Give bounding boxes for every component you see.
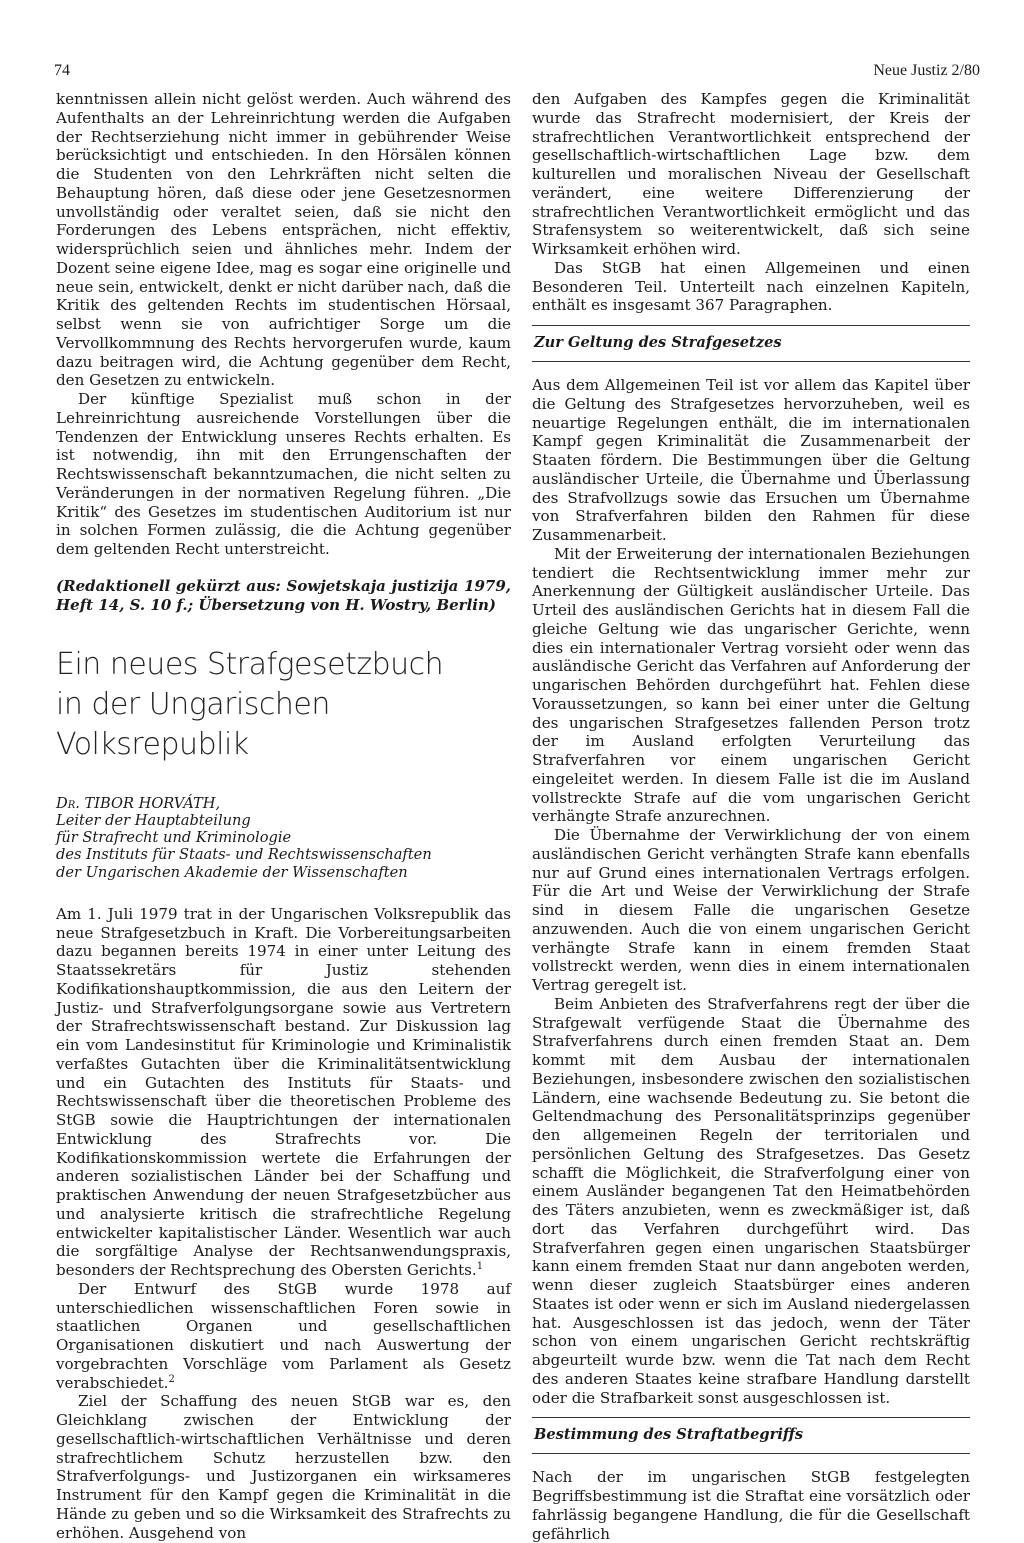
article-title-line: in der Ungarischen Volksrepublik [56,686,330,762]
paragraph: Der künftige Spezialist muß schon in der Lehreinrichtung ausreichende Vorstellungen über die Tendenzen der Entwicklung unseres Rechts erhalten. Es ist notwendig, ihn mit den Errungenschaften der Rechtswissenschaft bekanntzumachen, die nicht selten zu Veränderungen in der normativen Regelung führen. „Die Kritik“ des Gesetzes im studentischen Auditorium ist nur in solchen Formen zulässig, die die Achtung gegenüber dem geltenden Recht unterstreicht. [56,390,511,558]
article-title [56,645,511,765]
left-column [56,90,511,1542]
paragraph: Nach der im ungarischen StGB festgelegten Begriffsbestimmung ist die Straftat eine vorsätzlich oder fahrlässig begangene Handlung, die für die Gesellschaft gefährlich [532,1468,970,1543]
author-byline [56,795,511,881]
author-institution: des Instituts für Staats- und Rechtswissenschaften [56,846,432,864]
section-heading: Zur Geltung des Strafgesetzes [534,334,782,351]
paragraph: Ziel der Schaffung des neuen StGB war es, den Gleichklang zwischen der Entwicklung der gesellschaftlich-wirtschaftlichen Verhältnisse und deren strafrechtlichem Schutz herzustellen bzw. den Strafverfolgungs- und Justizorganen ein wirksameres Instrument für den Kampf gegen die Kriminalität in die Hände zu geben und so die Wirksamkeit des Strafrechts zu erhöhen. Ausgehend von [56,1392,511,1542]
page-header [54,62,980,84]
section-rule [532,361,970,362]
journal-title: Neue Justiz 2/80 [873,62,980,79]
paragraph: Mit der Erweiterung der internationalen Beziehungen tendiert die Rechtsentwicklung immer mehr zur Anerkennung der Gültigkeit ausländischer Urteile. Das Urteil des ausländischen Gerichts hat in diesem Fall die gleiche Geltung wie das ungarischer Gerichte, wenn dies ein internationaler Vertrag vorsieht oder wenn das ausländische Gericht das Verfahren auf Anforderung der ungarischen Behörden durchgeführt hat. Fehlen diese Voraussetzungen, so kann bei einer unter die Geltung des ungarischen Strafgesetzes fallenden Person trotz der im Ausland erfolgten Verurteilung das Strafverfahren vor einem ungarischen Gericht eingeleitet werden. In diesem Falle ist die im Ausland vollstreckte Strafe auf die vom ungarischen Gericht verhängte Strafe anzurechnen. [532,544,970,826]
right-column [532,90,970,1543]
paragraph: Die Übernahme der Verwirklichung der von einem ausländischen Gericht verhängten Strafe kann ebenfalls nur auf Grund eines internationalen Vertrags erfolgen. Für die Art und Weise der Verwirklichung der Strafe sind in diesem Falle die ungarischen Gesetze anzuwenden. Auch die von einem ungarischen Gericht verhängte Strafe kann in einem fremden Staat vollstreckt werden, wenn dies in einem internationalen Vertrag geregelt ist. [532,826,970,994]
section-heading: Bestimmung des Straftatbegriffs [534,1426,804,1444]
footnote-ref: 2 [168,1373,175,1385]
article-title-line: Ein neues Strafgesetzbuch [56,646,444,682]
paragraph: Aus dem Allgemeinen Teil ist vor allem das Kapitel über die Geltung des Strafgesetzes hervorzuheben, weil es neuartige Regelungen enthält, die im internationalen Kampf gegen Kriminalität die Zusammenarbeit der Staaten fördern. Die Bestimmungen über die Geltung ausländischer Urteile, die Übernahme und Überlassung des Strafvollzugs sowie das Ersuchen um Übernahme von Strafverfahren bilden den Rahmen für diese Zusammenarbeit. [532,376,970,544]
author-name: Dr. TIBOR HORVÁTH, [56,794,221,812]
paragraph: Das StGB hat einen Allgemeinen und einen Besonderen Teil. Unterteilt nach einzelnen Kapiteln, enthält es insgesamt 367 Paragraphen. [532,258,970,315]
paragraph-text: Am 1. Juli 1979 trat in der Ungarischen Volksrepublik das neue Strafgesetzbuch in Kraft. Die Vorbereitungsarbeiten dazu begannen bereits 1974 in einer unter Leitung des Staatssekretärs für Justiz stehenden Kodifikationshauptkommission, die aus den Leitern der Justiz- und Strafverfolgungsorgane sowie aus Vertretern der Strafrechtswissenschaft bestand. Zur Diskussion lag ein vom Landesinstitut für Kriminologie und Kriminalistik verfaßtes Gutachten über die Kriminalitätsentwicklung und ein Gutachten des Instituts für Staats- und Rechtswissenschaft über die theoretischen Probleme des StGB sowie die Hauptrichtungen der internationalen Entwicklung des Strafrechts vor. Die Kodifikationskommission wertete die Erfahrungen der anderen sozialistischen Länder bei der Schaffung und praktischen Anwendung der neuen Strafgesetzbücher aus und analysierte kritisch die strafrechtliche Regelung entwickelter kapitalistischer Länder. Wesentlich war auch die sorgfältige Analyse der Rechtsanwendungspraxis, besonders der Rechtsprechung des Obersten Gerichts. [56,904,511,1280]
paragraph-text: Der Entwurf des StGB wurde 1978 auf unterschiedlichen wissenschaftlichen Foren sowie in staatlichen Organen und gesellschaftlichen Organisationen diskutiert und nach Auswertung der vorgebrachten Vorschläge vom Parlament als Gesetz verabschiedet. [56,1279,511,1392]
footnote-ref: 1 [476,1260,484,1272]
paragraph [56,905,511,1280]
author-position: Leiter der Hauptabteilung [56,811,251,829]
paragraph: den Aufgaben des Kampfes gegen die Kriminalität wurde das Strafrecht modernisiert, der Kreis der strafrechtlichen Verantwortlichkeit entsprechend der gesellschaftlich-wirtschaftlichen Lage bzw. dem kulturellen und moralischen Niveau der Gesellschaft verändert, eine weitere Differenzierung der strafrechtlichen Verantwortlichkeit ermöglicht und das Strafensystem so weiterentwickelt, daß sich seine Wirksamkeit erhöhen wird. [532,90,970,258]
paragraph [56,1280,511,1393]
page-number: 74 [54,62,70,79]
author-position: für Strafrecht und Kriminologie [56,829,292,847]
paragraph: kenntnissen allein nicht gelöst werden. Auch während des Aufenthalts an der Lehreinrichtung werden die Aufgaben der Rechtserziehung nicht immer in gebührender Weise berücksichtigt und entschieden. In den Hörsälen können die Studenten von den Lehrkräften nicht selten die Behauptung hören, daß diese oder jene Gesetzesnormen unvollständig oder veraltet seien, daß sie nicht den Forderungen des Lebens entsprächen, nicht effektiv, widersprüchlich seien und ähnliches mehr. Indem der Dozent seine eigene Idee, mag es sogar eine originelle und neue sein, entwickelt, denkt er nicht darüber nach, daß die Kritik des geltenden Rechts im studentischen Hörsaal, selbst wenn sie von aufrichtiger Sorge um die Vervollkommnung des Rechts hervorgerufen wurde, kaum dazu beitragen wird, die Achtung gegenüber dem Recht, den Gesetzen zu entwickeln. [56,90,511,390]
author-institution: der Ungarischen Akademie der Wissenschaften [56,863,408,881]
section-rule [532,1453,970,1454]
source-note: (Redaktionell gekürzt aus: Sowjetskaja justizija 1979, Heft 14, S. 10 f.; Übersetzung von H. Wostry, Berlin) [56,576,511,614]
paragraph: Beim Anbieten des Strafverfahrens regt der über die Strafgewalt verfügende Staat die Übernahme des Strafverfahrens durch einen fremden Staat an. Dem kommt mit dem Ausbau der internationalen Beziehungen, insbesondere zwischen den sozialistischen Ländern, eine wachsende Bedeutung zu. Sie betont die Geltendmachung des Personalitätsprinzips gegenüber den allgemeinen Regeln der territorialen und persönlichen Geltung des Strafgesetzes. Das Gesetz schafft die Möglichkeit, die Strafverfolgung einer von einem Ausländer begangenen Tat den Heimatbehörden des Täters anzubieten, wenn es zweckmäßiger ist, daß dort das Verfahren durchgeführt wird. Das Strafverfahren gegen einen ungarischen Staatsbürger kann einem fremden Staat nur dann angeboten werden, wenn dieser zugleich Staatsbürger eines anderen Staates ist oder wenn er sich im Ausland niedergelassen hat. Ausgeschlossen ist das jedoch, wenn der Täter schon von einem ungarischen Gericht rechtskräftig abgeurteilt wurde bzw. wenn die Tat nach dem Recht des anderen Staates keine strafbare Handlung darstellt oder die Strafbarkeit sonst ausgeschlossen ist. [532,994,970,1407]
